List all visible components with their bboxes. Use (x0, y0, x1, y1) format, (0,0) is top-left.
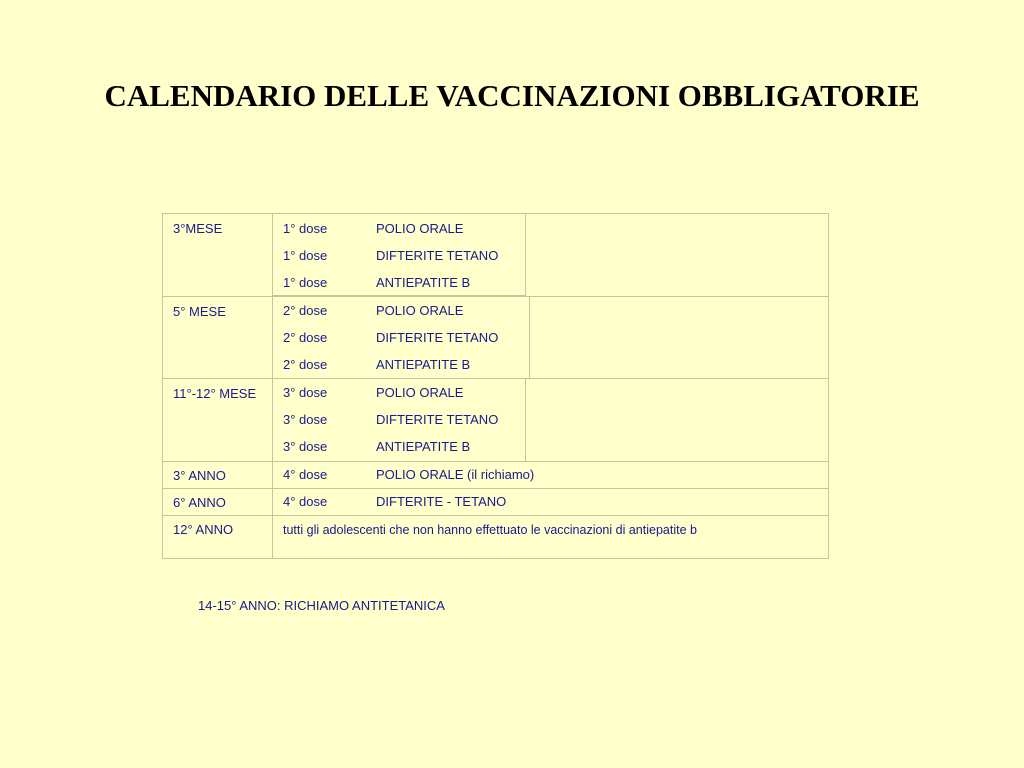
column-divider (272, 462, 273, 489)
vaccination-schedule-table (162, 213, 829, 559)
page-title: CALENDARIO DELLE VACCINAZIONI OBBLIGATORIE (104, 78, 920, 113)
table-row (163, 296, 828, 378)
vaccine-cell: ANTIEPATITE B (376, 439, 471, 454)
vaccine-cell: DIFTERITE TETANO (376, 248, 499, 263)
dose-cell: 3° dose (283, 412, 328, 427)
table-row (163, 378, 828, 461)
vaccine-cell: POLIO ORALE (376, 303, 464, 318)
vaccine-cell: ANTIEPATITE B (376, 275, 471, 290)
vaccine-cell: DIFTERITE TETANO (376, 330, 499, 345)
dose-cell: 4° dose (283, 467, 328, 482)
vaccine-cell: POLIO ORALE (376, 221, 464, 236)
dose-cell: 2° dose (283, 303, 328, 318)
footer-note: 14-15° ANNO: RICHIAMO ANTITETANICA (198, 598, 445, 613)
period-cell: 3°MESE (173, 221, 223, 236)
table-row (163, 488, 828, 515)
period-cell: 6° ANNO (173, 495, 226, 510)
table-row (163, 461, 828, 488)
dose-cell: 3° dose (283, 439, 328, 454)
note-cell: tutti gli adolescenti che non hanno effettuato le vaccinazioni di antiepatite b (283, 523, 697, 537)
vaccine-cell: POLIO ORALE (il richiamo) (376, 467, 535, 482)
dose-cell: 4° dose (283, 494, 328, 509)
dose-cell: 3° dose (283, 385, 328, 400)
period-cell: 11°-12° MESE (173, 386, 257, 401)
dose-cell: 1° dose (283, 221, 328, 236)
dose-cell: 1° dose (283, 248, 328, 263)
vaccine-cell: POLIO ORALE (376, 385, 464, 400)
dose-cell: 2° dose (283, 330, 328, 345)
dose-cell: 2° dose (283, 357, 328, 372)
period-cell: 5° MESE (173, 304, 226, 319)
period-cell: 3° ANNO (173, 468, 226, 483)
vaccine-cell: ANTIEPATITE B (376, 357, 471, 372)
table-row (163, 214, 828, 296)
vaccine-cell: DIFTERITE - TETANO (376, 494, 507, 509)
column-divider (272, 516, 273, 559)
column-divider (272, 489, 273, 516)
period-cell: 12° ANNO (173, 522, 234, 537)
table-row (163, 515, 828, 558)
vaccine-cell: DIFTERITE TETANO (376, 412, 499, 427)
dose-cell: 1° dose (283, 275, 328, 290)
